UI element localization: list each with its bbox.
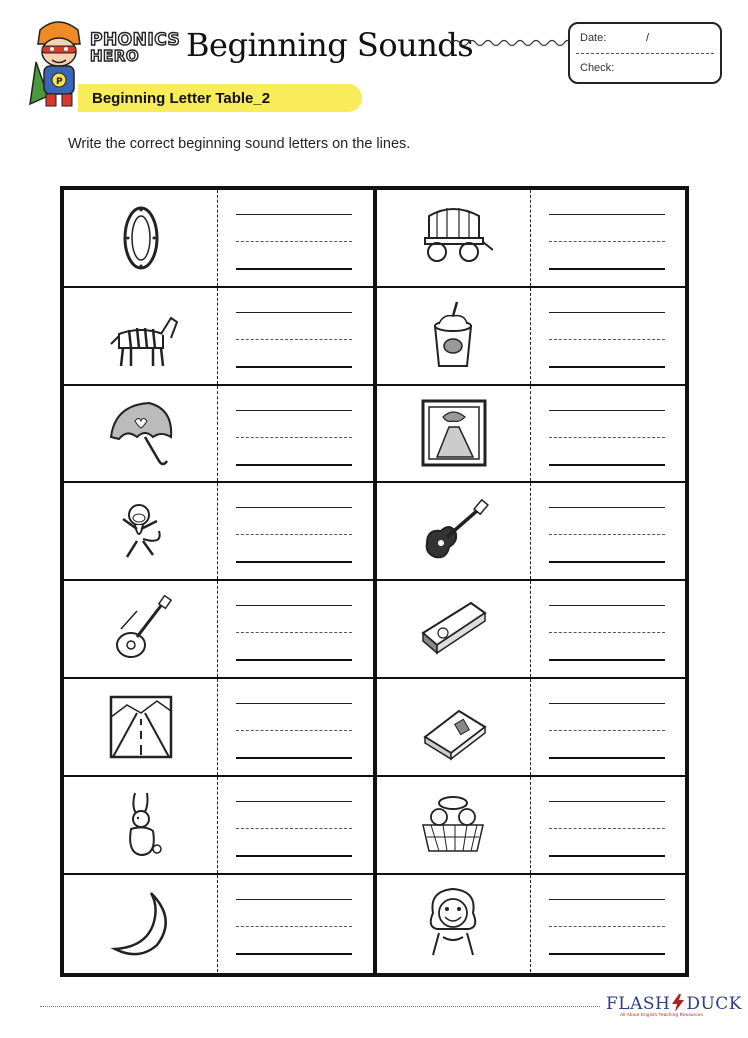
monkey-icon [101, 491, 181, 571]
writing-lines-right-6[interactable] [549, 679, 665, 775]
writing-top-line [236, 312, 352, 313]
wavy-line-decoration [452, 36, 570, 50]
table-row [377, 483, 686, 581]
picture-cell [64, 288, 218, 384]
writing-top-line [236, 801, 352, 802]
writing-middle-line [549, 730, 665, 731]
table-row [64, 777, 373, 875]
writing-top-line [549, 312, 665, 313]
table-row [64, 483, 373, 581]
picture-cell [64, 483, 218, 579]
picture-cell [64, 190, 218, 286]
wagon-icon [413, 198, 493, 278]
guitar-icon [413, 491, 493, 571]
date-separator: / [646, 32, 650, 44]
picture-cell [64, 386, 218, 482]
picture-cell [377, 581, 531, 677]
rabbit-icon [101, 785, 181, 865]
writing-lines-left-8[interactable] [236, 875, 352, 973]
logo-duck-text: DUCK [686, 994, 743, 1014]
writing-middle-line [236, 730, 352, 731]
writing-lines-left-7[interactable] [236, 777, 352, 873]
writing-middle-line [549, 828, 665, 829]
check-label: Check: [580, 62, 615, 74]
writing-lines-right-8[interactable] [549, 875, 665, 973]
writing-middle-line [549, 241, 665, 242]
picture-cell [377, 288, 531, 384]
writing-lines-right-2[interactable] [549, 288, 665, 384]
writing-middle-line [236, 926, 352, 927]
writing-base-line [549, 953, 665, 955]
table-row [377, 288, 686, 386]
writing-base-line [236, 268, 352, 270]
writing-top-line [236, 214, 352, 215]
answer-table [60, 186, 689, 977]
writing-base-line [549, 757, 665, 759]
table-row [64, 581, 373, 679]
writing-lines-left-4[interactable] [236, 483, 352, 579]
brand-line-2: HERO [90, 47, 140, 65]
writing-base-line [236, 757, 352, 759]
table-row [377, 190, 686, 288]
writing-middle-line [236, 241, 352, 242]
ukulele-icon [101, 589, 181, 669]
table-row [377, 875, 686, 973]
writing-lines-left-2[interactable] [236, 288, 352, 384]
writing-base-line [236, 464, 352, 466]
writing-middle-line [549, 632, 665, 633]
writing-top-line [549, 801, 665, 802]
road-icon [101, 687, 181, 767]
picture-cell [64, 777, 218, 873]
writing-base-line [549, 464, 665, 466]
brand-line-1: PHONICS [90, 30, 181, 50]
writing-middle-line [236, 339, 352, 340]
writing-base-line [549, 268, 665, 270]
writing-lines-right-5[interactable] [549, 581, 665, 677]
umbrella-icon [101, 393, 181, 473]
writing-top-line [236, 410, 352, 411]
writing-top-line [549, 605, 665, 606]
worksheet-title: Beginning Sounds [186, 26, 474, 64]
writing-top-line [236, 605, 352, 606]
picture-cell [377, 386, 531, 482]
writing-top-line [549, 507, 665, 508]
writing-middle-line [236, 534, 352, 535]
subtitle-text: Beginning Letter Table_2 [92, 90, 271, 107]
table-row [64, 386, 373, 484]
writing-lines-left-6[interactable] [236, 679, 352, 775]
table-row [377, 386, 686, 484]
writing-top-line [549, 214, 665, 215]
writing-lines-right-3[interactable] [549, 386, 665, 482]
gum-icon [413, 589, 493, 669]
writing-top-line [236, 507, 352, 508]
basketball-kids-icon [413, 785, 493, 865]
writing-top-line [549, 410, 665, 411]
table-row [64, 190, 373, 288]
picture-cell [64, 679, 218, 775]
picture-cell [377, 679, 531, 775]
writing-base-line [236, 561, 352, 563]
writing-base-line [549, 561, 665, 563]
flashduck-logo [606, 994, 743, 1017]
subtitle-banner [78, 84, 362, 112]
writing-lines-right-1[interactable] [549, 190, 665, 286]
writing-lines-left-5[interactable] [236, 581, 352, 677]
logo-flash-text: FLASH [606, 994, 671, 1014]
lightning-bolt-icon [670, 994, 686, 1012]
picture-cell [64, 875, 218, 973]
footer-dotted-line [40, 1006, 600, 1007]
writing-lines-left-1[interactable] [236, 190, 352, 286]
moon-icon [101, 883, 181, 963]
writing-middle-line [549, 534, 665, 535]
picture-cell [64, 581, 218, 677]
oval-icon [101, 198, 181, 278]
yogurt-icon [413, 296, 493, 376]
writing-base-line [236, 366, 352, 368]
writing-middle-line [549, 437, 665, 438]
picture-cell [377, 777, 531, 873]
girl-face-icon [413, 883, 493, 963]
writing-base-line [236, 855, 352, 857]
right-column [373, 190, 686, 973]
writing-lines-left-3[interactable] [236, 386, 352, 482]
picture-cell [377, 875, 531, 973]
writing-middle-line [236, 437, 352, 438]
writing-lines-right-7[interactable] [549, 777, 665, 873]
table-row [64, 679, 373, 777]
writing-middle-line [236, 632, 352, 633]
svg-text:P: P [56, 77, 63, 87]
book-icon [413, 687, 493, 767]
picture-cell [377, 483, 531, 579]
writing-base-line [236, 659, 352, 661]
writing-base-line [549, 366, 665, 368]
writing-middle-line [549, 339, 665, 340]
writing-top-line [549, 899, 665, 900]
table-row [64, 875, 373, 973]
instruction-text: Write the correct beginning sound letters on the lines. [68, 136, 411, 152]
date-box-divider [576, 53, 714, 54]
table-row [377, 581, 686, 679]
date-label: Date: [580, 32, 607, 44]
logo-tagline: All About English Teaching Resources [620, 1012, 703, 1017]
zebra-icon [101, 296, 181, 376]
writing-base-line [236, 953, 352, 955]
table-row [377, 679, 686, 777]
writing-base-line [549, 659, 665, 661]
writing-middle-line [236, 828, 352, 829]
table-row [377, 777, 686, 875]
left-column [64, 190, 373, 973]
writing-top-line [549, 703, 665, 704]
writing-top-line [236, 899, 352, 900]
phonics-hero-logo [90, 30, 182, 70]
table-row [64, 288, 373, 386]
writing-top-line [236, 703, 352, 704]
date-check-box [568, 22, 722, 84]
picture-cell [377, 190, 531, 286]
writing-lines-right-4[interactable] [549, 483, 665, 579]
volcano-picture-icon [413, 393, 493, 473]
writing-base-line [549, 855, 665, 857]
writing-middle-line [549, 926, 665, 927]
